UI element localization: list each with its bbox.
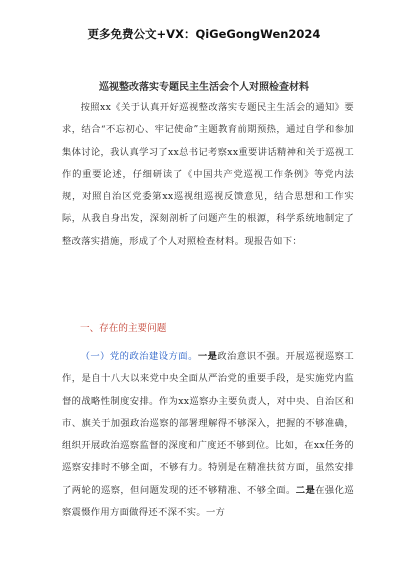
promo-header: 更多免费公文+VX：QiGeGongWen2024 xyxy=(87,27,321,41)
subsection-heading: （一）党的政治建设方面。 xyxy=(80,351,198,362)
body-paragraph xyxy=(62,346,354,524)
point-label-1: 一是 xyxy=(197,351,218,362)
intro-paragraph: 按照xx《关于认真开好巡视整改落实专题民主生活会的通知》要求，结合“不忘初心、牢记使命”主题教育前期预热，通过自学和参加集体讨论，我认真学习了xx总书记考察xx重要讲话精神和关于巡视工作的重要论述，仔细研读了《中国共产党巡视工作条例》等党内法规，对照自治区党委第xx巡视组巡视反馈意见，结合思想和工作实际，从我自身出发，深刻剖析了问题产生的根源，科学系统地制定了整改落实措施，形成了个人对照检查材料。现报告如下： xyxy=(62,102,354,247)
point-text-2: 在强化巡察震慑作用方面做得还不深不实。一方 xyxy=(62,484,354,519)
point-label-2: 二是 xyxy=(295,484,316,496)
document-title: 巡视整改落实专题民主生活会个人对照检查材料 xyxy=(99,82,309,93)
section-heading: 一、存在的主要问题 xyxy=(80,323,167,334)
point-text-1: 政治意识不强。开展巡视巡察工作，是自十八大以来党中央全面从严治党的重要手段，是实施党内监督的战略性制度安排。作为xx巡察办主要负责人，对中央、自治区和市、旗关于加强政治巡察的部署理解得不够深入，把握的不够准确，组织开展政治巡察监督的深度和广度还不够到位。比如，在xx任务的巡察安排时不够全面，不够有力。特别是在精准扶贫方面，虽然安排了两轮的巡察，但问题发现的还不够精准、不够全面。 xyxy=(62,351,354,496)
